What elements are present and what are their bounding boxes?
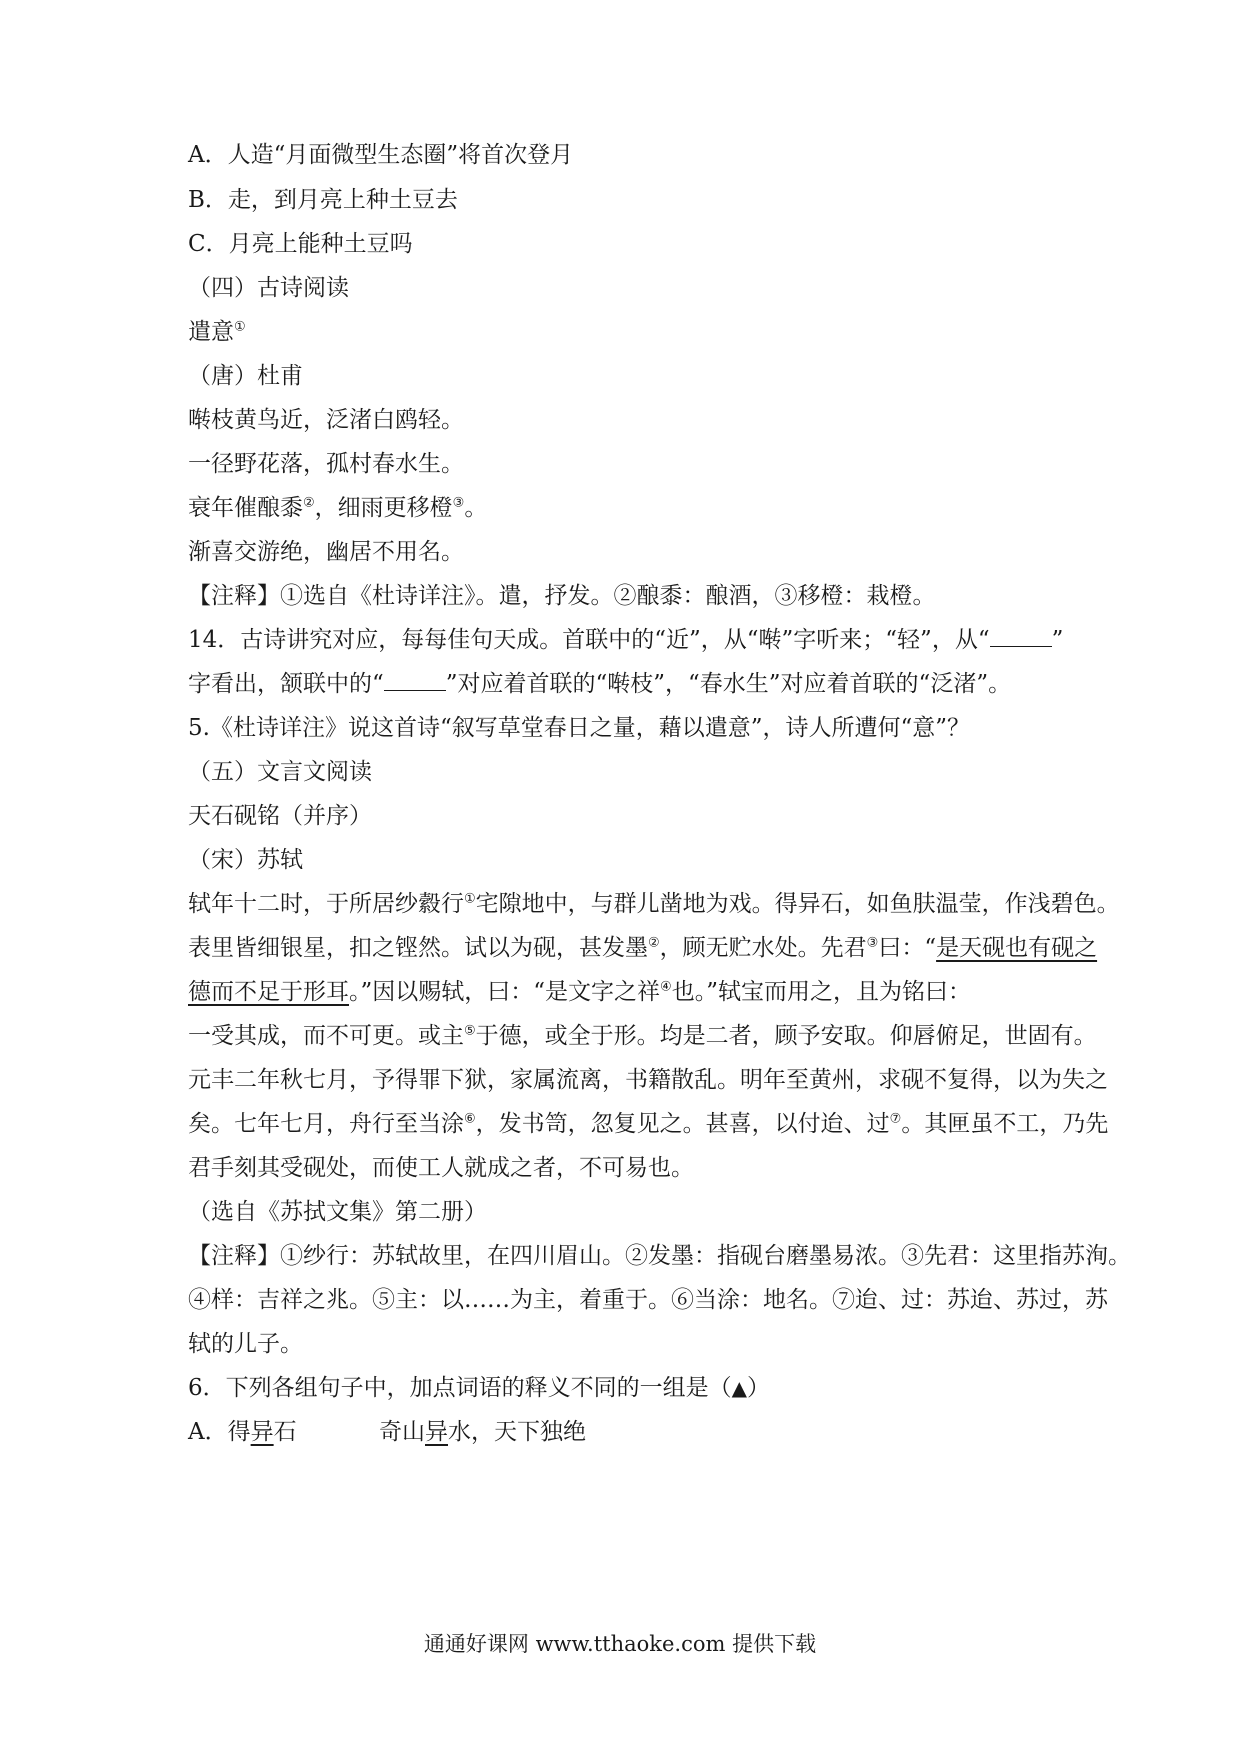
option-a-text: A．人造“月面微型生态圈”将首次登月	[188, 142, 574, 168]
prose-p3-line-3	[188, 1153, 1068, 1183]
prose-p3-line-2	[188, 1109, 1109, 1139]
prose-title-text: 天石砚铭（并序）	[188, 803, 372, 829]
answer-blank[interactable]	[990, 628, 1052, 647]
poem-title	[188, 317, 1068, 347]
question-5	[188, 713, 1068, 743]
prose-text: 矣。七年七月，舟行至当涂	[188, 1111, 464, 1137]
q14-text: ”对应着首联的“啭枝”，“春水生”对应着首联的“泛渚”。	[445, 671, 1012, 697]
prose-notes-text: ④样：吉祥之兆。⑤主：以……为主，着重于。⑥当涂：地名。⑦迨、过：苏迨、苏过，苏	[188, 1287, 1108, 1313]
prose-section-heading	[188, 757, 1068, 787]
q14-text: ”	[1051, 627, 1064, 653]
prose-p3-line-1	[188, 1065, 1108, 1095]
q6-option-text: 水，天下独绝	[448, 1419, 586, 1445]
q5-text: 5.《杜诗详注》说这首诗“叙写草堂春日之量，藉以遣意”，诗人所遭何“意”？	[188, 715, 970, 741]
underlined-sentence: 德而不足于形耳	[188, 979, 349, 1005]
q6-text: 6．下列各组句子中，加点词语的释义不同的一组是（	[188, 1375, 732, 1401]
prose-p1-line-3	[188, 977, 1068, 1007]
prose-notes-line-2	[188, 1285, 1108, 1315]
footnote-marker: ①	[464, 891, 476, 907]
prose-text: 宅隙地中，与群儿凿地为戏。得异石，如鱼肤温莹，作浅碧色。	[475, 891, 1120, 917]
prose-text: 。”因以赐轼，曰：“是文字之祥	[349, 979, 661, 1005]
poem-line-3	[188, 493, 1068, 523]
q6-text: ）	[747, 1375, 771, 1401]
prose-author-text: （宋）苏轼	[188, 847, 303, 873]
prose-notes-text: 【注释】①纱行：苏轼故里，在四川眉山。②发墨：指砚台磨墨易浓。③先君：这里指苏洵。	[188, 1243, 1131, 1269]
prose-p1-line-1	[188, 889, 1120, 919]
dotted-word: 异	[425, 1419, 448, 1445]
footnote-marker: ⑤	[464, 1023, 476, 1039]
prose-text: 轼年十二时，于所居纱縠行	[188, 891, 464, 917]
poem-line-2	[188, 449, 1068, 479]
option-c-text: C．月亮上能种土豆吗	[188, 231, 413, 257]
underlined-sentence: 是天砚也有砚之	[936, 935, 1098, 961]
prose-source-text: （选自《苏拭文集》第二册）	[188, 1199, 487, 1225]
poem-line-3-part: 。	[464, 495, 488, 521]
q6-option-text: 石	[273, 1419, 297, 1445]
poem-line-1	[188, 405, 1068, 435]
q14-text: 字看出，颔联中的“	[188, 671, 384, 697]
answer-blank[interactable]	[384, 672, 446, 691]
prose-author	[188, 845, 1068, 875]
prose-notes-text: 轼的儿子。	[188, 1331, 303, 1357]
poem-author-text: （唐）杜甫	[188, 363, 303, 389]
poem-line-4-text: 渐喜交游绝，幽居不用名。	[188, 539, 464, 565]
option-b	[188, 185, 1068, 215]
prose-notes-line-1	[188, 1241, 1131, 1271]
prose-text: 君手刻其受砚处，而使工人就成之者，不可易也。	[188, 1155, 694, 1181]
poem-line-4	[188, 537, 1068, 567]
footer-text: 通通好课网 www.tthaoke.com 提供下载	[423, 1632, 817, 1656]
question-14-line-2	[188, 669, 1068, 699]
question-6	[188, 1373, 1068, 1403]
option-a	[188, 140, 1068, 170]
q6-option-a-compare	[379, 1417, 586, 1447]
poem-line-1-text: 啭枝黄鸟近，泛渚白鸥轻。	[188, 407, 464, 433]
prose-p1-line-2	[188, 933, 1098, 963]
prose-text: 于德，或全于形。均是二者，顾予安取。仰唇俯足，世固有。	[475, 1023, 1097, 1049]
footnote-marker: ②	[303, 495, 315, 511]
dotted-word: 异	[250, 1419, 274, 1445]
poem-section-heading	[188, 273, 1068, 303]
q6-option-text: 奇山	[379, 1419, 425, 1445]
prose-title	[188, 801, 1068, 831]
prose-text: 表里皆细银星，扣之铿然。试以为砚，甚发墨	[188, 935, 648, 961]
footnote-marker: ④	[660, 979, 672, 995]
q14-text: 14．古诗讲究对应，每每佳句天成。首联中的“近”，从“啭”字听来；“轻”，从“	[188, 627, 990, 653]
poem-notes	[188, 581, 1068, 611]
prose-p2-line-1	[188, 1021, 1097, 1051]
footnote-marker: ②	[648, 935, 660, 951]
option-c	[188, 229, 1068, 259]
option-b-text: B．走，到月亮上种土豆去	[188, 187, 458, 213]
prose-text: ，发书笥，忽复见之。甚喜，以付迨、过	[475, 1111, 890, 1137]
page-footer	[0, 1630, 1240, 1658]
footnote-marker: ③	[452, 495, 465, 511]
poem-line-3-part: 衰年催酿黍	[188, 495, 303, 521]
footnote-marker: ⑥	[464, 1111, 476, 1127]
question-14-line-1	[188, 625, 1068, 655]
prose-text: 一受其成，而不可更。或主	[188, 1023, 464, 1049]
poem-author	[188, 361, 1068, 391]
footnote-marker: ⑦	[889, 1111, 902, 1127]
poem-line-2-text: 一径野花落，孤村春水生。	[188, 451, 464, 477]
prose-text: 。其匣虽不工，乃先	[901, 1111, 1109, 1137]
poem-heading-text: （四）古诗阅读	[188, 275, 349, 301]
poem-title-text: 遣意	[188, 319, 234, 345]
prose-source	[188, 1197, 1068, 1227]
footnote-marker: ③	[866, 935, 879, 951]
prose-text: 曰：“	[878, 935, 937, 961]
prose-text: 元丰二年秋七月，予得罪下狱，家属流离，书籍散乱。明年至黄州，求砚不复得，以为失之	[188, 1067, 1108, 1093]
question-6-option-a	[188, 1417, 1068, 1447]
prose-text: ，顾无贮水处。先君	[659, 935, 867, 961]
poem-notes-text: 【注释】①选自《杜诗详注》。遣，抒发。②酿黍：酿酒，③移橙：栽橙。	[188, 583, 936, 609]
prose-notes-line-3	[188, 1329, 1068, 1359]
triangle-icon: ▲	[731, 1376, 748, 1400]
footnote-marker: ①	[234, 319, 246, 335]
prose-text: 也。”轼宝而用之，且为铭曰：	[671, 979, 971, 1005]
prose-heading-text: （五）文言文阅读	[188, 759, 372, 785]
poem-line-3-part: ，细雨更移橙	[314, 495, 453, 521]
q6-option-text: A．得	[188, 1419, 251, 1445]
